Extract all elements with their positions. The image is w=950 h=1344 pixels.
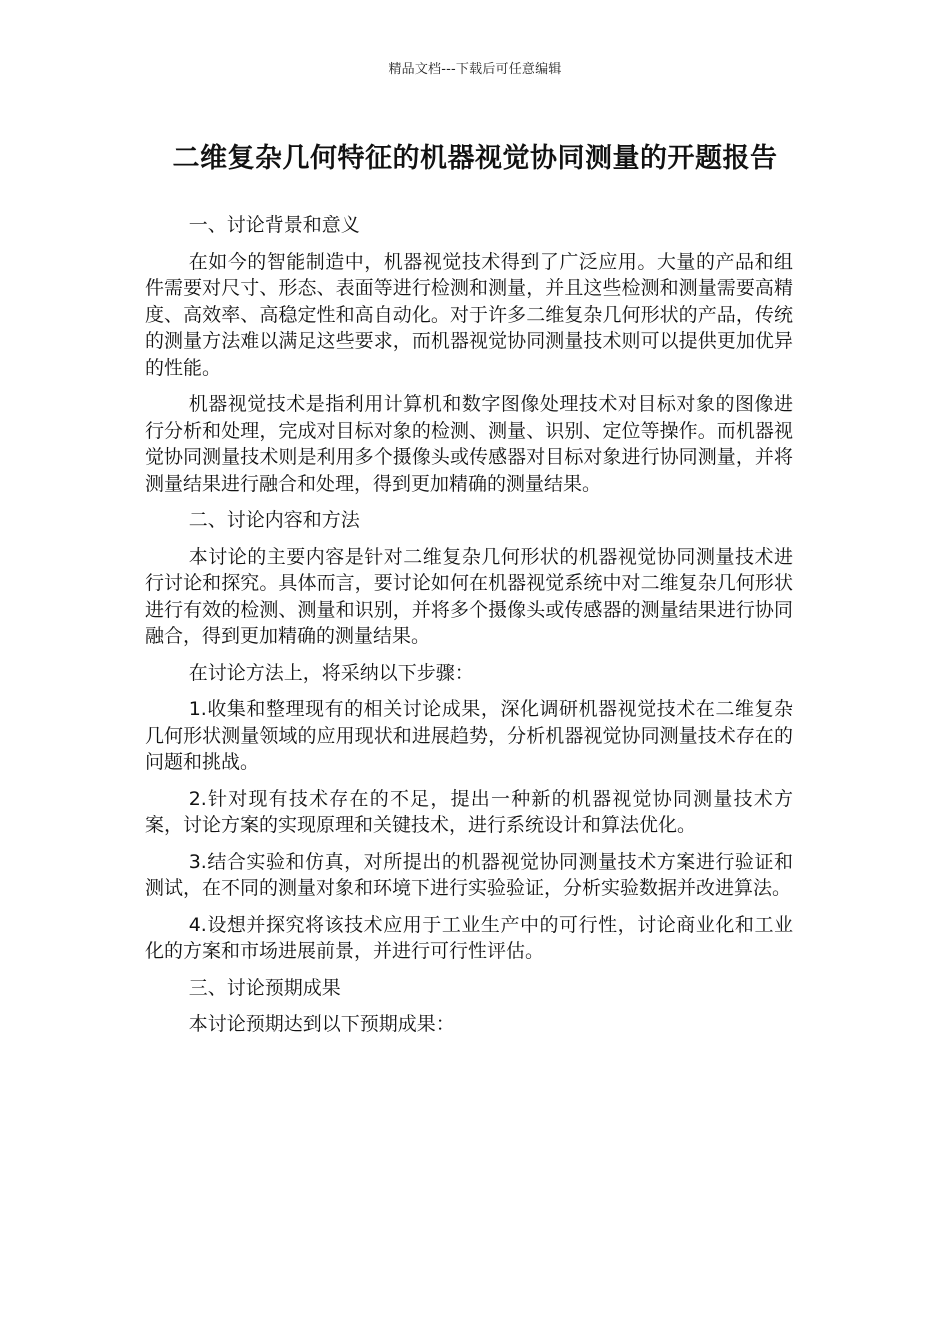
paragraph: 机器视觉技术是指利用计算机和数字图像处理技术对目标对象的图像进行分析和处理，完成对目标对象的检测、测量、识别、定位等操作。而机器视觉协同测量技术则是利用多个摄像头或传感器对目标对象进行协同测量，并将测量结果进行融合和处理，得到更加精确的测量结果。 bbox=[145, 393, 793, 495]
list-item-step-3: 3.结合实验和仿真，对所提出的机器视觉协同测量技术方案进行验证和测试，在不同的测量对象和环境下进行实验验证，分析实验数据并改进算法。 bbox=[145, 850, 793, 899]
paragraph: 在讨论方法上，将采纳以下步骤： bbox=[188, 661, 474, 684]
list-item-step-4: 4.设想并探究将该技术应用于工业生产中的可行性，讨论商业化和工业化的方案和市场进展前景，并进行可行性评估。 bbox=[145, 913, 793, 962]
paragraph: 本讨论预期达到以下预期成果： bbox=[188, 1013, 455, 1035]
section-heading-3: 三、讨论预期成果 bbox=[188, 976, 341, 999]
list-item-step-2: 2.针对现有技术存在的不足，提出一种新的机器视觉协同测量技术方案，讨论方案的实现原理和关键技术，进行系统设计和算法优化。 bbox=[145, 787, 793, 836]
paragraph: 在如今的智能制造中，机器视觉技术得到了广泛应用。大量的产品和组件需要对尺寸、形态、表面等进行检测和测量，并且这些检测和测量需要高精度、高效率、高稳定性和高自动化。对于许多二维复杂几何形状的产品，传统的测量方法难以满足这些要求，而机器视觉协同测量技术则可以提供更加优异的性能。 bbox=[145, 250, 793, 379]
paragraph: 本讨论的主要内容是针对二维复杂几何形状的机器视觉协同测量技术进行讨论和探究。具体而言，要讨论如何在机器视觉系统中对二维复杂几何形状进行有效的检测、测量和识别，并将多个摄像头或传感器的测量结果进行协同融合，得到更加精确的测量结果。 bbox=[145, 545, 793, 647]
section-heading-2: 二、讨论内容和方法 bbox=[188, 509, 360, 531]
list-item-step-1: 1.收集和整理现有的相关讨论成果，深化调研机器视觉技术在二维复杂几何形状测量领域的应用现状和进展趋势，分析机器视觉协同测量技术存在的问题和挑战。 bbox=[145, 698, 793, 773]
section-heading-1: 一、讨论背景和意义 bbox=[188, 214, 360, 236]
document-body bbox=[145, 212, 793, 1048]
document-title: 二维复杂几何特征的机器视觉协同测量的开题报告 bbox=[172, 143, 778, 174]
header-note: 精品文档---下载后可任意编辑 bbox=[388, 62, 562, 77]
